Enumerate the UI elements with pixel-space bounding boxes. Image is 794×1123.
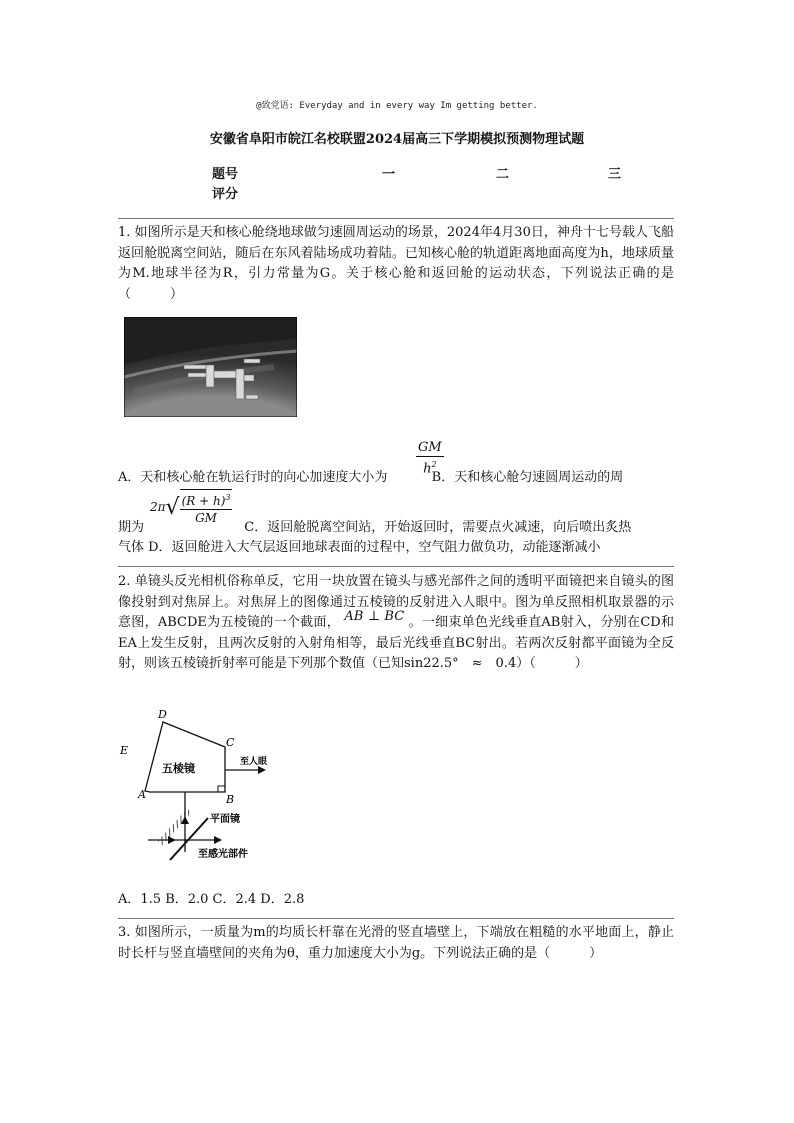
formula-b-prefix: 2π — [150, 500, 166, 514]
formula-b-denominator: GM — [195, 511, 217, 525]
question-1-stem: 1. 如图所示是天和核心舱绕地球做匀速圆周运动的场景，2024年4月30日，神舟十七号载人飞船返回舱脱离空间站，随后在东风着陆场成功着陆。已知核心舱的轨道距离地面高度为h，地球质量为M.地球半径为R，引力常量为G。关于核心舱和返回舱的运动状态，下列说法正确的是（ ） — [118, 225, 674, 302]
vertex-d-label: D — [158, 708, 167, 721]
formula-a-denominator: h — [423, 461, 432, 477]
score-row-question-number — [212, 165, 642, 185]
period-word: 期为 — [118, 520, 145, 535]
space-station-photo — [124, 317, 297, 417]
score-row-score — [212, 185, 642, 205]
vertex-c-label: C — [226, 736, 235, 749]
formula-b-numerator-exponent: 3 — [225, 493, 231, 502]
formula-b-numerator: (R + h) — [181, 494, 226, 508]
option-a-text: A．天和核心舱在轨运行时的向心加速度大小为 — [118, 470, 388, 485]
prism-label: 五棱镜 — [162, 762, 195, 775]
question-2-choices: A．1.5 B．2.0 C．2.4 D．2.8 — [118, 892, 305, 907]
pentaprism-diagram — [118, 702, 288, 867]
question-1-option-c-line — [118, 518, 674, 539]
column-two: 二 — [496, 167, 510, 182]
vertex-e-label: E — [120, 744, 129, 757]
vertex-a-label: A — [138, 788, 146, 801]
question-2-stem-part2: 。一细束单色光线垂直AB射入，分别在CD和EA上发生反射，且两次反射的入射角相等，最后光线垂直BC射出。若两次反射都平面镜为全反射，则该五棱镜折射率可能是下列那个数值（已知sin22.5° ≈ 0.4）（ ） — [118, 615, 674, 671]
column-one: 一 — [382, 167, 396, 182]
label-question-number: 题号 — [212, 167, 239, 182]
label-score: 评分 — [212, 187, 239, 202]
sensor-label: 至感光部件 — [198, 849, 248, 860]
formula-a-numerator: GM — [418, 440, 442, 455]
mirror-label: 平面镜 — [210, 814, 240, 825]
question-2-stem — [118, 572, 674, 690]
question-2-stem-part1: 2. 单镜头反光相机俗称单反，它用一块放置在镜头与感光部件之间的透明平面镜把来自镜头的图像投射到对焦屏上。对焦屏上的图像通过五棱镜的反射进入人眼中。图为单反照相机取景器的示意图，ABCDE为五棱镜的一个截面， — [118, 574, 674, 630]
question-1-option-a-line — [118, 468, 674, 489]
exam-title: 安徽省阜阳市皖江名校联盟2024届高三下学期模拟预测物理试题 — [209, 132, 585, 147]
formula-a-exponent: 2 — [431, 460, 437, 469]
question-3-stem: 3. 如图所示，一质量为m的均质长杆靠在光滑的竖直墙壁上，下端放在粗糙的水平地面上，静止时长杆与竖直墙壁间的夹角为θ，重力加速度大小为g。下列说法正确的是（ ） — [118, 925, 674, 961]
divider-rule — [118, 218, 674, 219]
vertex-b-label: B — [226, 793, 235, 806]
option-c-text: C．返回舱脱离空间站，开始返回时，需要点火减速，向后喷出炙热 — [244, 520, 632, 535]
column-three: 三 — [608, 167, 622, 182]
formula-period: 2π√ $\frac{(R + h)^3}{GM}$ — [150, 489, 232, 526]
motto-line: @致党语: Everyday and in every way Im getting better. — [256, 101, 538, 111]
eye-label: 至人眼 — [240, 757, 268, 767]
score-table — [212, 165, 642, 205]
option-b-text: B．天和核心舱匀速圆周运动的周 — [431, 470, 624, 485]
formula-ab-perp-bc: AB ⊥ BC — [344, 609, 405, 624]
divider-rule — [118, 918, 674, 919]
question-1-option-d-line: 气体 D．返回舱进入大气层返回地球表面的过程中，空气阻力做负功，动能逐渐减小 — [118, 540, 601, 555]
divider-rule — [118, 566, 674, 567]
